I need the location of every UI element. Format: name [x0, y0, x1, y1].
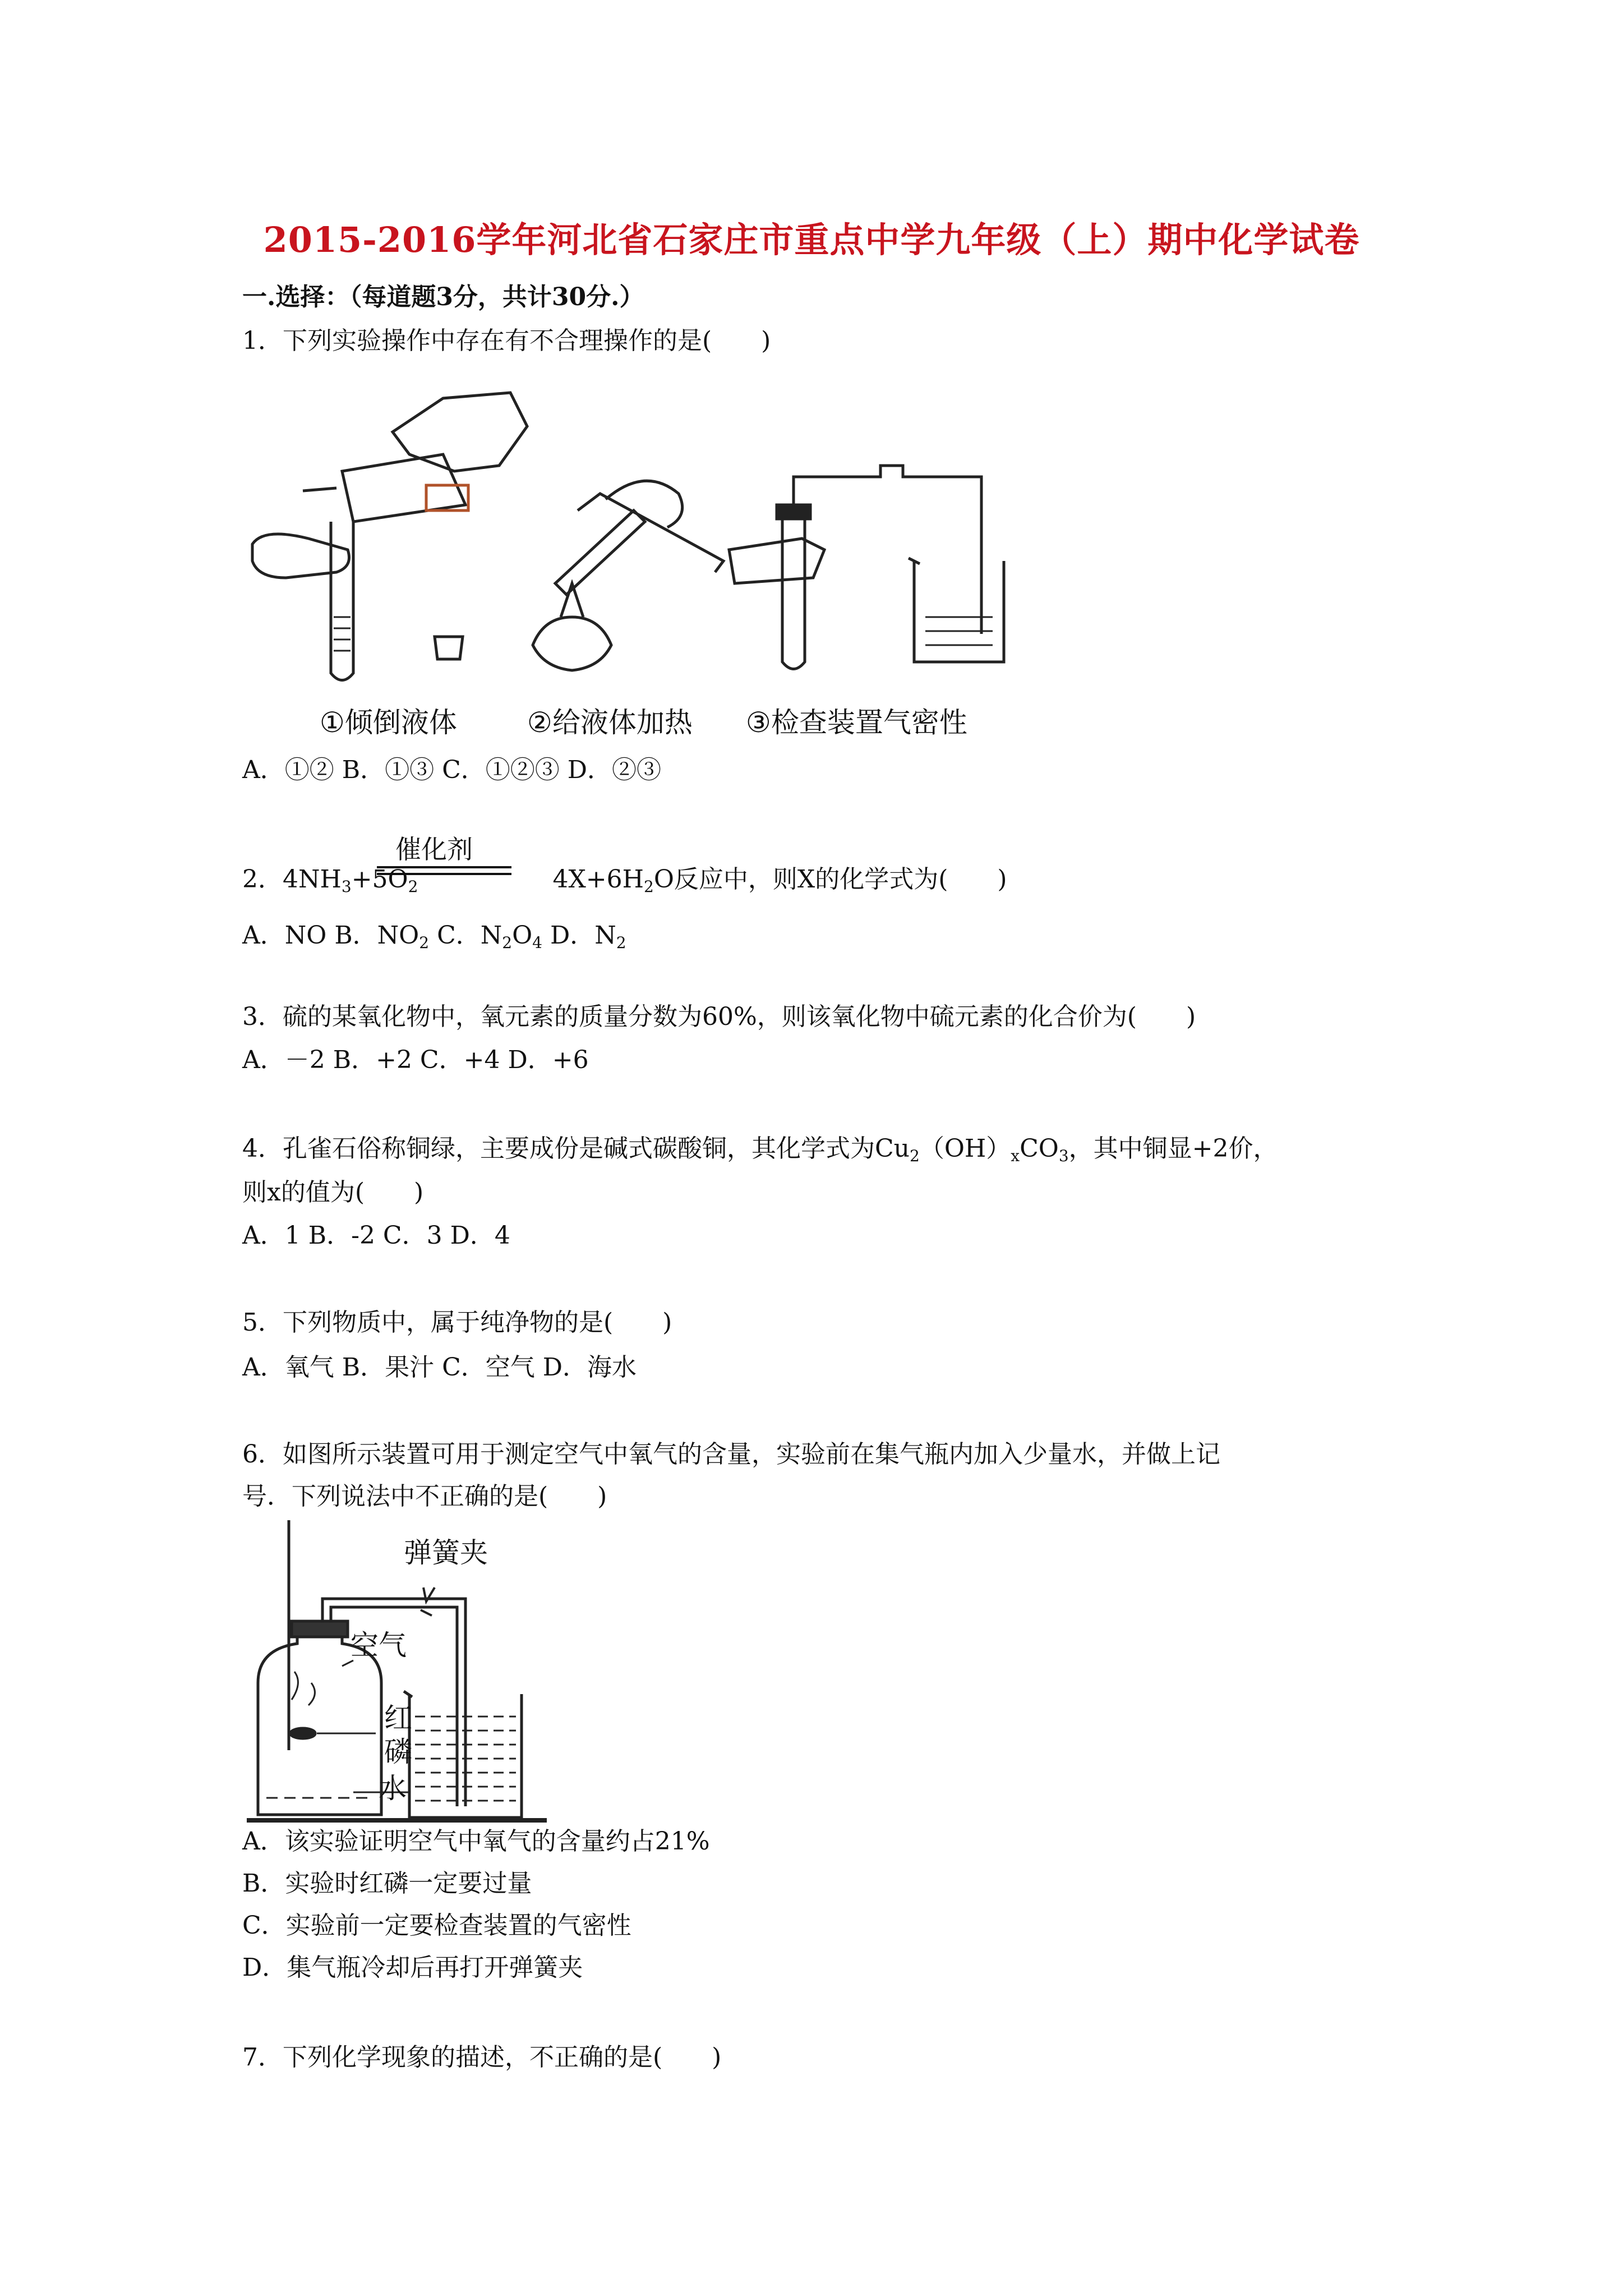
question-4-options: A．1 B．-2 C．3 D．4 — [242, 1221, 510, 1250]
q6-apparatus-figure — [241, 1515, 578, 1829]
question-6-option-d: D．集气瓶冷却后再打开弹簧夹 — [242, 1953, 583, 1982]
section-heading: 一.选择：（每道题3分，共计30分.） — [242, 283, 644, 311]
catalyst-label: 催化剂 — [395, 834, 473, 864]
question-3-stem: 3．硫的某氧化物中，氧元素的质量分数为60%，则该氧化物中硫元素的化合价为( ) — [242, 1002, 1196, 1031]
page-title: 2015-2016学年河北省石家庄市重点中学九年级（上）期中化学试卷 — [263, 219, 1360, 260]
question-6-option-c: C．实验前一定要检查装置的气密性 — [242, 1911, 631, 1940]
fig-label-airtight: ③检查装置气密性 — [746, 706, 967, 739]
question-2-options: A．NO B．$NO_2$ C．$N_2O_4$ D．$N_2$ — [242, 921, 626, 952]
fig-label-heat: ②给液体加热 — [527, 706, 693, 739]
fig-label-air: 空气 — [351, 1629, 407, 1662]
question-3-options: A．－2 B．+2 C．+4 D．+6 — [242, 1046, 589, 1074]
fig-label-phosphorus: 磷 — [384, 1736, 412, 1768]
question-2-stem: 2．$4NH_3+5O_2$ $4X+6H_2O$反应中，则X的化学式为( ) — [242, 865, 1007, 896]
question-6-option-a: A．该实验证明空气中氧气的含量约占21% — [242, 1827, 710, 1856]
question-5-options: A．氧气 B．果汁 C．空气 D．海水 — [242, 1353, 637, 1382]
question-4-line-1: 4．孔雀石俗称铜绿，主要成份是碱式碳酸铜，其化学式为$Cu_2(OH)_xCO_3$，其中铜显+2价， — [242, 1134, 1278, 1165]
question-1-options: A．①② B．①③ C．①②③ D．②③ — [242, 756, 662, 784]
fig-label-clamp: 弹簧夹 — [404, 1536, 488, 1569]
question-6-option-b: B．实验时红磷一定要过量 — [242, 1869, 532, 1898]
question-7-stem: 7．下列化学现象的描述，不正确的是( ) — [242, 2043, 722, 2072]
question-6-line-2: 号．下列说法中不正确的是( ) — [242, 1482, 607, 1511]
question-4-line-2: 则x的值为( ) — [242, 1178, 424, 1207]
fig-label-water: 水 — [379, 1772, 407, 1805]
q1-figure — [241, 381, 1043, 746]
question-6-line-1: 6．如图所示装置可用于测定空气中氧气的含量，实验前在集气瓶内加入少量水，并做上记 — [242, 1440, 1220, 1469]
question-5-stem: 5．下列物质中，属于纯净物的是( ) — [242, 1308, 672, 1337]
fig-label-red: 红 — [384, 1702, 412, 1734]
reaction-equals-sign — [377, 864, 511, 881]
question-1-stem: 1．下列实验操作中存在有不合理操作的是( ) — [242, 326, 771, 355]
fig-label-pour: ①倾倒液体 — [320, 706, 457, 739]
